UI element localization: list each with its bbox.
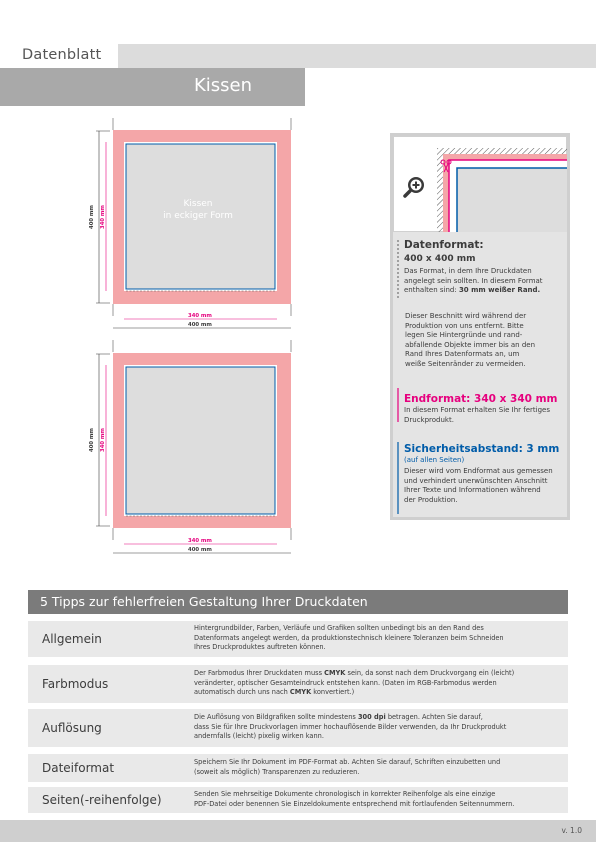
tip-row-aufloesung	[28, 709, 568, 747]
tip-label: Seiten(-reihenfolge)	[42, 793, 162, 807]
datenformat-title: Datenformat:	[404, 239, 484, 251]
inner-height-label: 340 mm	[100, 205, 106, 229]
tip-text: Der Farbmodus Ihrer Druckdaten muss CMYK sein, da sonst nach dem Druckvorgang ein (leicht) veränderter, optischer Gesamteindruck entstehen kann. (Daten im RGB-Farbmodus werden automatisch durch uns nach CMYK konvertiert.)	[194, 669, 515, 696]
inner-width-label: 340 mm	[188, 313, 212, 319]
format-diagram-1	[80, 118, 305, 338]
footer-bar	[0, 820, 596, 842]
tip-row-seiten	[28, 787, 568, 813]
tip-label: Auflösung	[42, 721, 102, 735]
tip-label: Dateiformat	[42, 761, 115, 775]
outer-width-label: 400 mm	[188, 322, 212, 328]
datenblatt-label: Datenblatt	[22, 47, 102, 63]
product-label-1: Kissen	[183, 199, 213, 209]
tip-text: Die Auflösung von Bildgrafiken sollte mindestens 300 dpi betragen. Achten Sie darauf, dass Sie für Ihre Druckvorlagen immer hochauflösende Bilder verwenden, da Ihr Druckprodukt andernfalls (leicht) pixelig wirken kann.	[194, 713, 507, 740]
tip-row-allgemein	[28, 621, 568, 657]
format-diagram-2	[80, 340, 305, 562]
endformat-title: Endformat: 340 x 340 mm	[404, 393, 558, 405]
tip-label: Farbmodus	[42, 677, 109, 691]
sicherheit-title: Sicherheitsabstand: 3 mm	[404, 443, 560, 455]
sicherheit-sub: (auf allen Seiten)	[404, 456, 465, 464]
tip-text: Hintergrundbilder, Farben, Verläufe und Grafiken sollten unbedingt bis an den Rand des Datenformats angelegt werden, da produktionstechnisch kleinere Toleranzen beim Schneiden Ihres Druckproduktes auftreten können.	[194, 624, 504, 651]
tip-text: Speichern Sie Ihr Dokument im PDF-Format ab. Achten Sie darauf, Schriften einzubetten und (soweit als möglich) Transparenzen zu reduzieren.	[194, 758, 501, 776]
tip-row-farbmodus	[28, 665, 568, 703]
tip-label: Allgemein	[42, 632, 102, 646]
zoom-icon	[405, 177, 424, 196]
outer-width-label: 400 mm	[188, 547, 212, 553]
inner-width-label: 340 mm	[188, 538, 212, 544]
datenformat-size: 400 x 400 mm	[404, 254, 476, 264]
product-area	[126, 367, 275, 514]
datenformat-text: Das Format, in dem Ihre Druckdaten angelegt sein sollten. In diesem Format enthalten sind: 30 mm weißer Rand.	[404, 267, 543, 295]
tip-row-dateiformat	[28, 754, 568, 782]
inner-height-label: 340 mm	[100, 428, 106, 452]
outer-height-label: 400 mm	[89, 428, 95, 452]
detail-product	[457, 168, 567, 232]
tips-title: 5 Tipps zur fehlerfreien Gestaltung Ihrer Druckdaten	[40, 594, 368, 609]
page-title: Kissen	[194, 75, 253, 96]
beschnitt-text: Dieser Beschnitt wird während der Produktion von uns entfernt. Bitte legen Sie Hintergründe und rand- abfallende Objekte immer bis an den Rand Ihres Datenformats an, um weiße Seitenränder zu vermeiden.	[405, 312, 536, 368]
version-label: v. 1.0	[561, 826, 582, 835]
tip-text: Senden Sie mehrseitige Dokumente chronologisch in korrekter Reihenfolge als eine einzige PDF-Datei oder benennen Sie Einzeldokumente entsprechend mit fortlaufenden Seitennummern.	[194, 790, 515, 808]
endformat-text: In diesem Format erhalten Sie Ihr fertiges Druckprodukt.	[404, 406, 551, 424]
product-label-2: in eckiger Form	[163, 211, 233, 221]
detail-view-graphic	[393, 136, 567, 232]
title-bar	[0, 68, 305, 106]
sicherheit-text: Dieser wird vom Endformat aus gemessen und verhindert unerwünschten Anschnitt Ihrer Texte und Informationen während der Produktion.	[404, 467, 553, 504]
outer-height-label: 400 mm	[89, 205, 95, 229]
info-markers	[396, 238, 402, 518]
